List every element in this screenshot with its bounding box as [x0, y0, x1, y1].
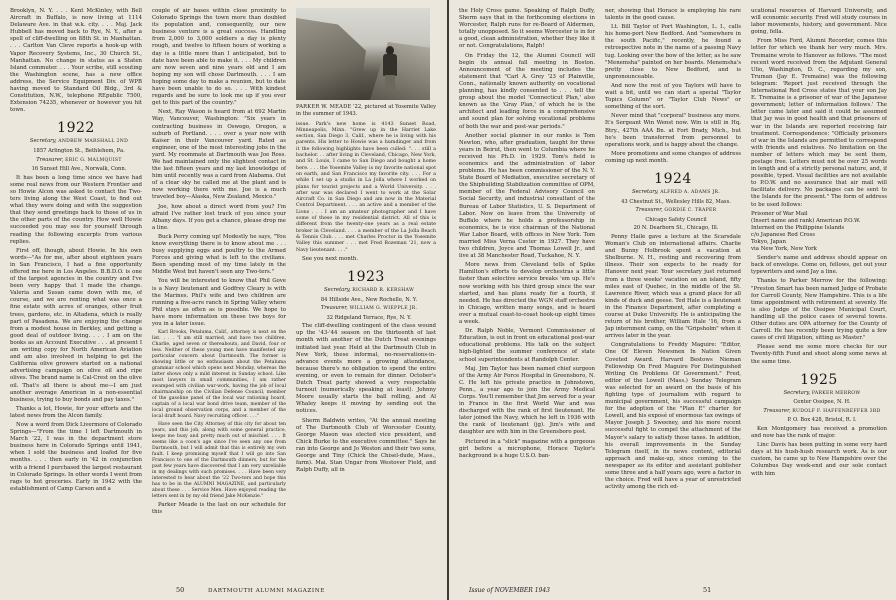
class-note-paragraph: See you next month. — [302, 255, 359, 262]
left-column-1 — [10, 8, 142, 574]
left-column-3 — [296, 8, 436, 574]
class-note-paragraph: Linc Davis has been putting in some very hard days at his hush-hush research work. As is our custom, he came up to New Hampshire over the Columbus Day week-end and our sole contact with him — [751, 442, 887, 477]
class-note-paragraph: ner, showing that Horace is employing his rare talents in the good cause. — [605, 8, 741, 22]
class-note-paragraph: Congratulations to Freddy Maguire: "Editor, One Of Eleven Newsmen In Nation Given Coveted Award. Harvard Bestows Nieman Fellowship On Fred Maguire For Distinguished Writing On Problems Of Government." Fred, editor of the Lowell (Mass.) Sunday Telegram was selected for an award on the basis of his fighting type of journalism with regard to municipal government, his successful campaign for the adoption of the "Plan E" charter for Lowell, and his exposé of enormous tax owings of Mayor Joseph J. Sweeney, and his more recent successful fight to compel the attachment of the Mayor's salary to satisfy those taxes. In addition, his overall improvements in the Sunday Telegram itself, in its news content, editorial approach and make-up, since coming to the newspaper as its editor and assistant publisher some three and a half years ago, were a factor in the choice. Fred will have a year of unrestricted activity among the rich ed- — [605, 342, 741, 491]
class-note-paragraph: Parker Meade is the last on our schedule for this — [152, 502, 286, 516]
class-note-paragraph: the Holy Cross game. Speaking of Ralph Duffy, Sherm says that in the forthcoming elections in Worcester, Ralph runs for re-Board of Aldermen, totally unopposed. So it seems Worcester is in for a good, clean administration, whether they like it or not. Congratulations, Ralph! — [459, 8, 595, 50]
class-secretary: Secretary, ANDREW MARSHALL 2ND — [29, 138, 129, 145]
class-note-paragraph: Pictured in a "slick" magazine with a gorgeous girl before a microphone, Horace Taylor's background is a huge U.S.O. ban- — [459, 438, 595, 459]
class-note-paragraph: You will be interested to know that Phil Gove is a Navy lieutenant and Godfrey Cleary is with the Marines. Phil's wife and two children are running a five-acre ranch in Spring Valley where Phil stays as often as is possible. We hope to have more information on these two boys for you in a later issue. — [152, 278, 286, 328]
address-line: Interned on the Philippine Islands — [751, 224, 845, 231]
class-note-paragraph: Brooklyn, N. Y. . . . Kent McKinley, with Bell Aircraft in Buffalo, is now living at 1114 Delaware Ave. in that w.k. city. . . . Maj. Jack Hubbell has moved back to Rye, N. Y., after a spell of cliff-dwelling on 88th St. in Manhattan. . . . Carlton Van Cleve reports a hook-up with Vapor Recovery Systems, Inc., 30 Church St., Manhattan. No change in status as a Staten Island commuter. . . . Your scribe, still scouting the Washington scene, has a new office address, the Service Equipment Div. of WPB having moved to Standard Oil Bldg., 3rd & Constitution, N.W., telephone REpublic 7500, Extension 74235, whenever or however you hit town. — [10, 8, 142, 114]
class-note-paragraph: More promotions and some changes of address coming up next month. — [605, 150, 741, 164]
page-number: 51 — [703, 586, 712, 594]
class-treasurer: Treasurer, GORDIE C. TRAPER — [635, 207, 717, 214]
class-note-paragraph: Buck Perry coming up! Modestly he says, "You know everything there is to know about me . . . busy supplying eggs and poultry to the Armed Forces and giving what is left to the civilians. Been spending most of my time lately in the Middle West but haven't seen any Two-ters." — [152, 233, 286, 276]
running-footer-title: DARTMOUTH ALUMNI MAGAZINE — [208, 588, 325, 594]
class-note-paragraph: From Miss Ford, Alumni Recorder, comes this letter for which we thank her very much. Mrs. Tremaine wrote to Hanover as follows. "The most recent word received from the Adjutant General Ulio, Washington, D. C., regarding my son, Truman (Jay E. Tremaine) was the following telegram: 'Report just received through the International Red Cross states that your son Jay E. Tremaine is a prisoner of war of the Japanese government; letter of information follows.' The letter came later and said it could be assumed that Jay was in good health and that prisoners of war in the Islands are reported receiving fair treatment. Correspondence: "Officially prisoners of war in the Islands are permitted to correspond with friends and relatives. No limitation on the number of letters which may be sent them, postage free. Letters must not be over 25 words in length and of a strictly personal nature, and, if possible, typed. Visual facilities are not available to P.O.W. and no assurance that air mail will facilitate delivery. No packages can be sent to the Islands for the present." The form of address to be used follows: — [751, 38, 887, 208]
class-treasurer-address: Chicago Safety Council — [645, 216, 707, 223]
class-treasurer-address: P. O. Box 428, Bristol, R. I. — [787, 417, 857, 424]
class-note-paragraph: The cliff-dwelling contingent of the class wound up the '43-'44 season on the thirteenth of last month with another of the Dutch Treat evenings initiated last year. Held at the Dartmouth Club in New York, these informal, no-reservations-in-advance events more a growing attendance, because there's no obligation to spend the entire evening, or even to remain for dinner. October's Dutch Treat party showed a very respectable turnout (numerically speaking at least). Johnny Moore usually starts the ball rolling, and Al Whaley keeps it moving by sending out the notices. — [296, 323, 436, 415]
class-treasurer: Treasurer, WILLIAM G. WIEPPLE JR. — [320, 305, 418, 312]
class-note-paragraph: Thanks to Parker Merrow for the following: "Preston Smart has been named Judge of Probate for Carroll County, New Hampshire. This is a life time appointment with retirement at seventy. He is also Judge of the Ossipee Municipal Court, handling all the police cases of several towns. Other duties are OPA attorney for the County of Carroll. He has recently been trying quite a few cases of civil litigation, sitting as Master." — [751, 278, 887, 342]
class-treasurer-address: 16 Sunset Hill Ave., Norwalk, Conn. — [31, 166, 127, 173]
photo-rock-face — [296, 18, 366, 100]
class-year-heading: 1923 — [347, 268, 385, 285]
class-note-paragraph: On Friday the 12, the Alumni Council will begin its annual fall meeting in Boston. Announcement of the meeting includes the statement that "Carl A. Grey '23 of Plainville, Conn., nationally known authority on vocational planning, has kindly consented to . . . tell the group about the model 'Connecticut Plan,' also known as the 'Gray Plan,' of which he is the architect and leading force in a comprehensive and sound plan for solving vocational problems of both the war and post-war periods." — [459, 52, 595, 130]
left-page — [0, 0, 447, 600]
photo-parker-meade — [296, 8, 430, 100]
right-column-1 — [459, 8, 595, 574]
class-note-paragraph: First off, though, about Howie. In his own words—"As for me, after about eighteen years in San Francisco, I had a fine opportunity offered me here in Los Angeles. B.B.D.O. is one of the largest agencies in the country and I've been very happy that I made the change. Valeria and Susan came down with me, of course, and we are renting what was once a fine estate with acres of oranges, other fruit trees, gardens, etc. in Altadena, which is really part of Pasadena. We are enjoying the change from a modest house in Berkley, and getting a good deal of outdoor living. . . . I am on the books as an Account Executive . . . at present I am writing copy for North American Aviation and am also involved in helping to get the California olive growers started on a national advertising campaign on olive oil and ripe olives. The brand name is Cal-Crest on the olive oil. That's all there is about me—I am just another average American in a non-essential business, trying to buy bonds and pay taxes." — [10, 247, 142, 403]
class-treasurer-address: 20 N. Dearborn St., Chicago, Ill. — [633, 225, 719, 232]
class-note-paragraph: Have seen the City Attorney of this city for about ten years, and this job, along with some general practice, keeps me busy and pretty much out of mischief. . . . It seems like a coon's age since I've seen any one from Dartmouth, but I will admit that this is entirely my own fault. I keep promising myself that I will go into San Francisco to one of the Dartmouth dinners, but for the past few years have discovered that I am very unreliable in my dealings with such promises. . . . Have been very interested to hear about the '22 Two-ters and hope this has to be in the ALUMNI MAGAZINE, and particularly about these . . . Service Men. Have enjoyed reading the letters sent in by my old friend Jake McKenzie." — [152, 422, 286, 500]
class-note-paragraph: couple of air bases within close proximity to Colorado Springs the town more than doubled its population and, consequently, our new business venture is a great success. Handling from 2,000 to 3,000 soldiers a day is plenty rough, and twelve to fifteen hours of working a day is a little more than I anticipated, but to date have been able to make it. . . . My children are now seven and nine years old and I am hoping my son will chose Dartmouth. . . . I am hoping some day to make a reunion, but to date have been unable to do so. . . . With kindest regards and be sure to look me up if you ever get to this part of the country." — [152, 8, 286, 107]
address-line: (Insert name and rank) American P.O.W. — [751, 217, 861, 224]
class-note-paragraph: Another social planner in our ranks is Tom Newton, who, after graduation, taught for three years in Beirut, then went to Columbia where he received his Ph.D. in 1929. Tom's field is economics and the administration of labor problems. He has been commissioner of the N. Y. State Board of Mediation, executive secretary of the Shipbuilding Stabilization committee of OPM, member of the Federal Advisory Council on Social Security, and industrial consultant of the Bureau of Labor Statistics, U. S. Department of Labor. Now on leave from the University of Buffalo where he holds a professorship in economics, he is vice chairman of the National War Labor Board, with offices in New York. Tom married Miss Verna Custer in 1927. They have two children, Joyce and Thomas Lowell Jr., and live at 38 Manchester Road, Tuckahoe, N. Y. — [459, 132, 595, 260]
class-note-paragraph: Lt. Bill Taylor of Port Washington, L. I., calls his home-port New Bedford. And "somewhere in the south Pacific," recently, he found a retrospective note in the name of a passing Navy tug. Looking over the bow of the letter, as he saw "Menemsha" painted on her boards. Menemsha's pretty close to New Bedford, and is unpronounceable. — [605, 24, 741, 80]
class-note-paragraph: issue. Park's new home is 4143 Sunset Road, Minneapolis, Minn. "Grew up in the Harriet Lake section, San Diego 3, Calif., where he is living with his parents. His letter to Howie was a humdinger and from it the following highlights have been culled: ". . . still a bachelor. . . after living in Cleveland, Chicago, New York, and St. Louis, I came to San Diego and bought a home here. . . . the Yosemite Valley is my favorite national spot on earth, and San Francisco my favorite city. . . . For a while I set up a studio in La Jolla where I worked on plans for tourist projects and a World University. . . . after war was declared I went to work at the Solar Aircraft Co. in San Diego and am now in the Material Control Department. . . . an active and a member of the Lions . . . I am an amateur photographer and I have some of these in my residential district. All of this is different from the twenty-one years as a real estate broker in Cleveland. . . . a member of the La Jolla Beach & Tennis Club. . . . met Charles Proctor in the Yosemite Valley this summer . . . met Fred Bozeman '21, now a Navy lieutenant. . . ." — [296, 121, 436, 253]
class-secretary-address: 1857 Arlington St., Bethlehem, Pa. — [33, 148, 125, 154]
address-line: Prisoner of War Mail — [751, 210, 808, 217]
photo-person — [382, 46, 398, 90]
page-number: 50 — [176, 586, 185, 594]
class-note-paragraph: Joe, how about a direct word from you? I'm afraid I've rather lost track of you since your Albany days. If you get a chance, please drop me a line. — [152, 203, 286, 231]
class-secretary: Secretary, ALFRED A. ADAMS JR. — [631, 188, 721, 195]
class-note-paragraph: Maj. Jim Taylor has been named chief surgeon of the Army Air Force Hospital in Greensboro, N. C. He left his private practice in Johnstown, Penn., a year ago to join the Army Medical Corps. You'll remember that Jim served for a year in France in the first World War and was discharged with the rank of first lieutenant. He later joined the Navy, which he left in 1936 with the rank of lieutenant (jg). Jim's wife and daughter are with him in the Greensboro post. — [459, 365, 595, 436]
class-year-heading: 1925 — [800, 371, 838, 388]
class-note-paragraph: Never mind that "corporal" business any more. It's Sergeant Win Wenst now. Win is still in Hq. Btry., 427th AAA Bn. at Fort Brady, Mich., but he's been transferred from personnel to operations work, and is happy about the change. — [605, 113, 741, 148]
class-note-paragraph: ucational resources of Harvard University, and will economic security. Fred will study courses in labor movements, history, and government. Nice going, fella. — [751, 8, 887, 36]
class-secretary-address: Center Ossipee, N. H. — [793, 399, 851, 406]
running-footer-issue: Issue of NOVEMBER 1943 — [469, 587, 550, 594]
class-note-paragraph: And now the rest of you Taylors will have to wait a bit, until we can start a special "Taylor Topics Column" or "Taylor Club News" or something of the sort. — [605, 82, 741, 111]
class-secretary-address: 84 Hillside Ave., New Rochelle, N. Y. — [320, 296, 418, 303]
right-column-3 — [751, 8, 887, 574]
class-secretary: Secretary, PARKER MERROW — [783, 389, 861, 396]
class-treasurer: Treasurer, RUDOLF F. HAFFENREFFER 3RD — [763, 407, 881, 414]
class-note-paragraph: More news from Cleveland tells of Spike Hamilton's efforts to develop orchestras a little faster than selective service breaks 'em up. He's now working with his third group since the war started, and has plans ready for a fourth, if needed. He has directed the WGN staff orchestra in Chicago, written many songs, and is heard over a mutual coast-to-coast hook-up eight times a week. — [459, 262, 595, 326]
class-note-paragraph: Now a word from Dick Livermore of Colorado Springs—"From the time I left Dartmouth in March '22, I was in the department store business here in Colorado Springs until 1941, when I sold the business and loafed for five months. . . . then early in '42 in conjunction with a friend I purchased the largest restaurant in Colorado Springs. In other words I went from rags to hot groceries. Early in 1942 with the establishment of Camp Carson and a — [10, 421, 142, 492]
address-line: c/o Japanese Red Cross — [751, 231, 816, 238]
pow-address-block — [751, 211, 887, 254]
class-secretary-address: 43 Chestnut St., Wellesley Hills 82, Mass. — [621, 198, 731, 205]
class-note-paragraph: Dr. Ralph Noble, Vermont Commissioner of Education, is out in front on educational post-war educational problems. His talk on the subject high-lighted the summer conference of state school superintendents at Randolph Center. — [459, 328, 595, 363]
class-secretary: Secretary, RICHARD R. KERSHAW — [323, 286, 415, 293]
class-note-paragraph: Please send me some more checks for our Twenty-fifth Fund and shoot along some news at the same time. — [751, 344, 887, 365]
class-treasurer: Treasurer, ERIC G. MALMQUIST — [36, 156, 122, 163]
class-treasurer-address: 32 Ridgeland Terrace, Rye, N. Y. — [326, 314, 412, 321]
class-note-paragraph: Thanks a lot, Howie, for your efforts and the latest news from the Alcon family. — [10, 405, 142, 419]
class-year-heading: 1924 — [654, 170, 692, 187]
class-note-paragraph: Karl Brooks, Petaluma, Calif., attorney is next on the list. . . . "I am still married, and have two children, Charlie, aged seven or thereabouts, and David, four or less. Neither of these young men have manifested any particular concern about Dartmouth. The former is showing little or no enthusiasm about the Petaluma grammar school which opens next Monday, whereas the latter shows only a mild interest in Sunday school. Like most lawyers in small communities, I am rather swamped with civilian war-work, having the job of local chairmanship on the Civilian Defense Council, member of the gasoline panel of the local war rationing board, captain of a local war bond drive team, member of the local ground observation corps, and a member of the local draft board. Navy recruiting officer. . . ." — [152, 330, 286, 420]
right-page — [449, 0, 896, 600]
left-column-2 — [152, 8, 286, 574]
class-note-paragraph: Sherm Baldwin writes, "At the annual meeting of The Dartmouth Club of Worcester County, George Mason was elected vice president, and Chick Burke to the executive committee." Says he ran into George and Jo Weston and their two sons, George and Tiny (Chick the Chisel-dude, Mass., farm). Mai. Stan Ungar from Westover Field, and Ralph Duffy, all in — [296, 417, 436, 474]
photo-rock-face — [370, 42, 430, 100]
right-column-2 — [605, 8, 741, 574]
class-note-paragraph: Next, Ray Wason is heard from at 692 Martin Way, Vancouver, Washington: "Six years in contracting business in Oswego, Oregon, a suburb of Portland. . . . over a year now with Kaiser in their Vancouver yard. Rated as engineer, one of the most interesting jobs in the yard. My roommate at Dartmouth was Joe Ross. We had maintained only the slightest contact in the last fifteen years and my last knowledge of him until recently was a card from Alabama. Out of a clear sky he called me at the plant and is now working there with me. Joe is a much traveled boy—Alaska, New Zealand, Mexico." — [152, 109, 286, 201]
class-note-paragraph: Ken Montgomery has received a promotion and now has the rank of major. — [751, 425, 887, 440]
photo-caption: PARKER W. MEADE '22, pictured at Yosemite Valley in the summer of 1943. — [296, 104, 436, 117]
class-year-heading: 1922 — [57, 120, 95, 137]
class-note-paragraph: Sender's name and address should appear on back of envelope. Come on, fellows, get out your typewriters and send Jay a line. — [751, 255, 887, 276]
class-note-paragraph: It has been a long time since we have had some real news from our Western Frontier and so Howie Alcon was asked to contact the Two-ters living along the West Coast, to find out what they were doing and with the suggestion that they send greetings back to those of us in the other parts of the country. How well Howie succeeded you may see for yourself through reading the following excerpts from various replies. — [10, 174, 142, 245]
address-line: Tokyo, Japan — [751, 239, 786, 245]
address-line: via New York, New York — [751, 246, 817, 253]
class-note-paragraph: Penny Haile gave a lecture at the Scarsdale Woman's Club on international affairs. Charlie and Bunny Holbrook spent a vacation at Shelburne. N. H., resting and recovering from illness. Their son expects to be ready for Hanover next year. Your secretary just returned from a three weeks' vacation on an island, fifty miles east of Quebec, in the middle of the St. Lawrence River, which was a grand place for all kinds of duck and geese. Ted Hale is a lieutenant in the Finance Department, after completing a course at Duke University. He is anticipating the return of his brother, William Hale '16, from a Jap internment camp, on the "Gripsholm" when it arrives later in the year. — [605, 233, 741, 340]
